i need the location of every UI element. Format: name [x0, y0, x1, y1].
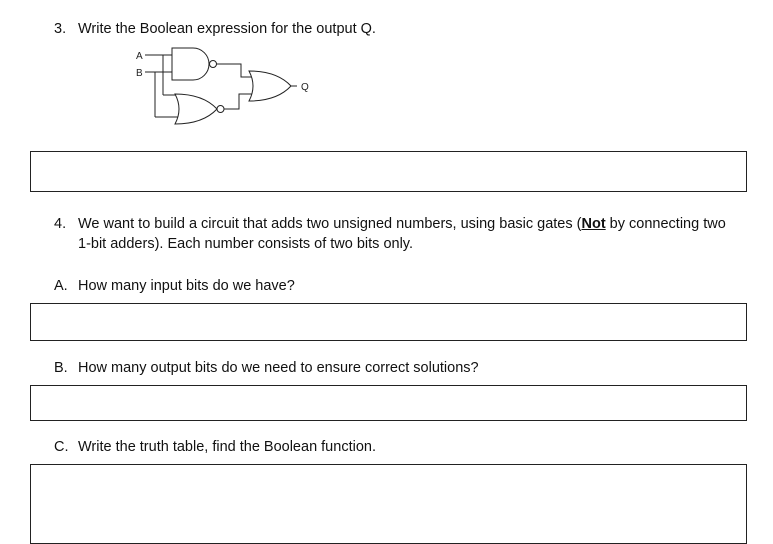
question-3-text: Write the Boolean expression for the output Q.: [78, 21, 376, 37]
nand-bubble: [210, 61, 217, 68]
question-4-line1-suffix: by connecting two: [605, 216, 726, 232]
part-b-text: How many output bits do we need to ensure correct solutions?: [78, 360, 479, 376]
answer-box-c[interactable]: [30, 464, 747, 544]
part-a-letter: A.: [54, 278, 68, 294]
question-4-line2: 1-bit adders). Each number consists of two bits only.: [78, 236, 413, 252]
nand-to-or-wire: [217, 64, 254, 77]
nor-gate: [175, 94, 217, 124]
question-4-emphasis: Not: [581, 216, 606, 232]
question-4: [54, 214, 726, 234]
answer-box-a[interactable]: [30, 303, 747, 341]
part-c: [54, 437, 376, 457]
part-b: [54, 358, 479, 378]
answer-box-q3[interactable]: [30, 151, 747, 192]
answer-box-b[interactable]: [30, 385, 747, 421]
or-gate: [249, 71, 291, 101]
part-a: [54, 276, 295, 296]
part-c-text: Write the truth table, find the Boolean function.: [78, 439, 376, 455]
nor-bubble: [217, 106, 224, 113]
input-a-label: A: [136, 51, 143, 62]
part-a-text: How many input bits do we have?: [78, 278, 295, 294]
question-4-number: 4.: [54, 216, 67, 232]
question-4-line1-prefix: We want to build a circuit that adds two unsigned numbers, using basic gates (: [78, 216, 582, 232]
logic-circuit-diagram: [125, 44, 325, 136]
part-b-letter: B.: [54, 360, 68, 376]
input-b-label: B: [136, 68, 143, 79]
question-3: [54, 19, 376, 39]
output-q-label: Q: [301, 82, 309, 93]
question-3-number: 3.: [54, 21, 67, 37]
part-c-letter: C.: [54, 439, 69, 455]
nand-gate: [172, 48, 209, 80]
